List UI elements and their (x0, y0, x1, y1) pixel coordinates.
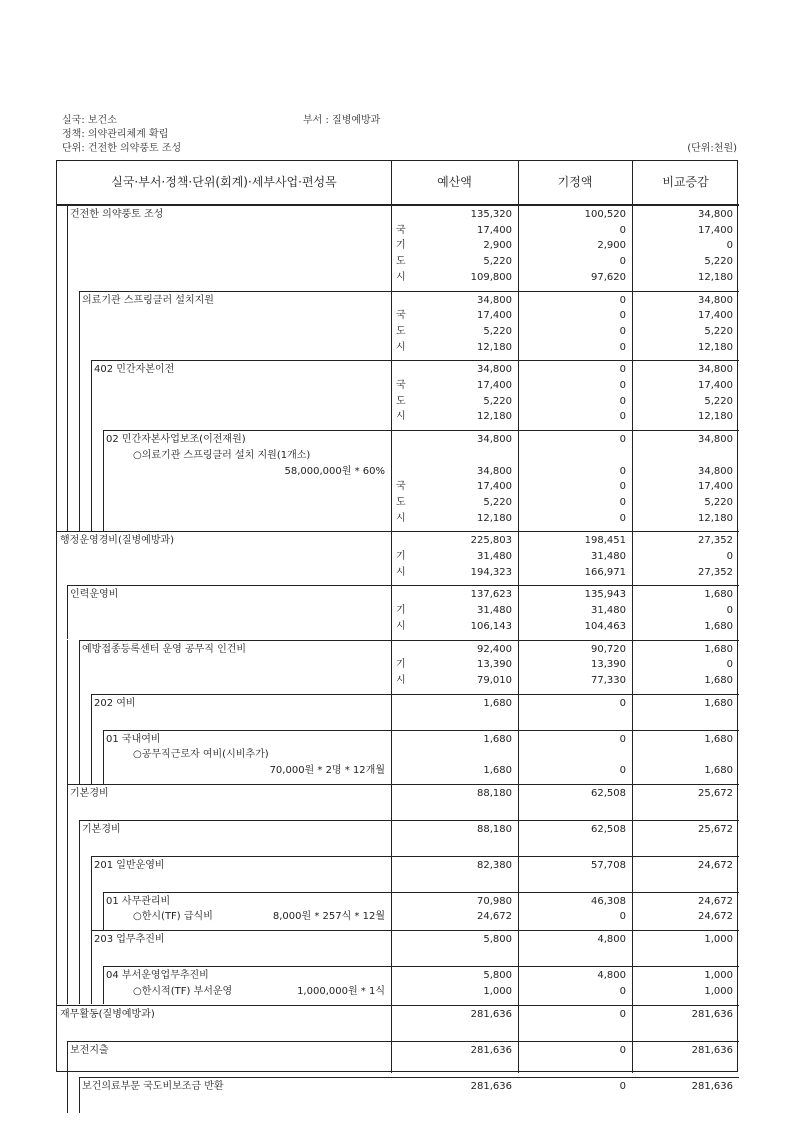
row-divider (67, 585, 739, 586)
indent-line (79, 966, 80, 1004)
header-office: 실국: 보건소 (62, 115, 117, 126)
prior-amount: 100,520 (584, 209, 626, 220)
row-divider (79, 291, 739, 292)
indent-line (79, 360, 80, 430)
prior-amount: 0 (619, 985, 626, 997)
calc-text: 70,000원 * 2명 * 12개월 (269, 765, 385, 776)
indent-line (67, 640, 68, 694)
section-label: 203 업무추진비 (94, 934, 165, 946)
section-label: 건전한 의약풍토 조성 (70, 209, 164, 220)
indent-line (91, 694, 92, 730)
indent-line (91, 360, 92, 430)
diff-amount: 0 (726, 551, 733, 562)
prior-amount: 4,800 (597, 970, 626, 982)
diff-amount: 1,680 (704, 674, 733, 686)
indent-line (91, 856, 92, 892)
indent-line (79, 430, 80, 531)
column-divider (632, 161, 633, 1073)
indent-line (79, 892, 80, 930)
indent-line (79, 856, 80, 892)
fund-source: 도 (396, 496, 406, 508)
fund-source: 도 (396, 256, 406, 268)
diff-amount: 5,220 (704, 256, 733, 268)
prior-amount: 198,451 (584, 535, 626, 547)
diff-amount: 24,672 (698, 911, 733, 923)
column-header: 기정액 (557, 175, 593, 189)
row-divider (91, 930, 739, 931)
row-divider (79, 640, 739, 641)
indent-line (91, 430, 92, 531)
column-divider (391, 161, 392, 1073)
diff-amount: 1,680 (704, 733, 733, 745)
budget-amount: 1,680 (483, 765, 512, 776)
fund-source: 도 (396, 325, 406, 337)
diff-amount: 5,220 (704, 496, 733, 508)
budget-amount: 106,143 (470, 620, 512, 632)
budget-amount: 135,320 (470, 209, 512, 220)
row-divider (79, 1077, 739, 1078)
detail-text: ○공무직근로자 여비(시비추가) (133, 749, 269, 761)
budget-amount: 12,180 (477, 341, 512, 353)
budget-amount: 17,400 (477, 310, 512, 322)
prior-amount: 90,720 (591, 643, 626, 655)
diff-amount: 25,672 (698, 787, 733, 799)
row-divider (103, 430, 739, 431)
indent-line (67, 205, 68, 291)
row-divider (91, 360, 739, 361)
prior-amount: 57,708 (591, 859, 626, 871)
diff-amount: 17,400 (698, 310, 733, 322)
prior-amount: 2,900 (597, 240, 626, 252)
prior-amount: 0 (619, 380, 626, 391)
prior-amount: 0 (619, 294, 626, 306)
budget-amount: 5,220 (483, 395, 512, 407)
prior-amount: 0 (619, 411, 626, 423)
section-label: 01 사무관리비 (106, 895, 171, 907)
row-divider (103, 730, 739, 731)
diff-amount: 1,000 (704, 934, 733, 946)
prior-amount: 0 (619, 465, 626, 477)
diff-amount: 1,000 (704, 985, 733, 997)
indent-line (91, 730, 92, 784)
prior-amount: 62,508 (591, 823, 626, 835)
diff-amount: 12,180 (698, 341, 733, 353)
section-label: 402 민간자본이전 (94, 364, 175, 376)
budget-amount: 70,980 (477, 895, 512, 907)
column-header: 비교증감 (662, 175, 709, 189)
diff-amount: 25,672 (698, 823, 733, 835)
indent-line (91, 966, 92, 1004)
diff-amount: 1,680 (704, 643, 733, 655)
diff-amount: 24,672 (698, 859, 733, 871)
indent-line (67, 291, 68, 361)
row-divider (79, 820, 739, 821)
fund-source: 국 (396, 224, 406, 236)
diff-amount: 24,672 (698, 895, 733, 907)
indent-line (67, 730, 68, 784)
indent-line (67, 892, 68, 930)
section-label: 202 여비 (94, 697, 136, 709)
prior-amount: 77,330 (591, 674, 626, 686)
indent-line (103, 430, 104, 531)
diff-amount: 34,800 (698, 465, 733, 477)
diff-amount: 5,220 (704, 325, 733, 337)
section-label: 기본경비 (70, 787, 109, 799)
prior-amount: 0 (619, 1044, 626, 1056)
prior-amount: 0 (619, 364, 626, 376)
row-divider (67, 1041, 739, 1042)
diff-amount: 12,180 (698, 271, 733, 283)
indent-line (67, 784, 68, 820)
indent-line (67, 1077, 68, 1113)
detail-text: ○의료기관 스프링클러 설치 지원(1개소) (133, 449, 311, 461)
calc-text: 1,000,000원 * 1식 (297, 985, 385, 997)
diff-amount: 12,180 (698, 411, 733, 423)
indent-line (91, 930, 92, 966)
budget-amount: 24,672 (477, 911, 512, 923)
row-divider (103, 892, 739, 893)
detail-text: ○한시(TF) 급식비 (133, 911, 213, 923)
fund-source: 기 (396, 240, 406, 252)
prior-amount: 0 (619, 765, 626, 776)
prior-amount: 0 (619, 224, 626, 236)
prior-amount: 4,800 (597, 934, 626, 946)
fund-source: 국 (396, 481, 406, 493)
indent-line (79, 820, 80, 856)
fund-source: 시 (396, 620, 406, 632)
indent-line (79, 291, 80, 361)
diff-amount: 17,400 (698, 380, 733, 391)
indent-line (103, 892, 104, 930)
indent-line (67, 694, 68, 730)
calc-text: 8,000원 * 257식 * 12월 (272, 911, 385, 923)
prior-amount: 0 (619, 1008, 626, 1020)
indent-line (67, 585, 68, 639)
prior-amount: 31,480 (591, 605, 626, 617)
indent-line (67, 430, 68, 531)
indent-line (79, 694, 80, 730)
column-header: 실국·부서·정책·단위(회계)·세부사업·편성목 (111, 175, 337, 189)
budget-amount: 82,380 (477, 859, 512, 871)
prior-amount: 0 (619, 733, 626, 745)
detail-text: ○한시적(TF) 부서운영 (133, 985, 233, 997)
budget-amount: 31,480 (477, 605, 512, 617)
budget-amount: 34,800 (477, 465, 512, 477)
prior-amount: 0 (619, 341, 626, 353)
section-label: 보건의료부문 국도비보조금 반환 (82, 1080, 224, 1092)
diff-amount: 34,800 (698, 209, 733, 220)
budget-amount: 17,400 (477, 224, 512, 236)
diff-amount: 1,680 (704, 620, 733, 632)
indent-line (67, 856, 68, 892)
prior-amount: 31,480 (591, 551, 626, 562)
row-divider (91, 856, 739, 857)
prior-amount: 46,308 (591, 895, 626, 907)
prior-amount: 0 (619, 697, 626, 709)
diff-amount: 0 (726, 605, 733, 617)
prior-amount: 97,620 (591, 271, 626, 283)
fund-source: 기 (396, 659, 406, 671)
section-label: 기본경비 (82, 823, 121, 835)
prior-amount: 0 (619, 481, 626, 493)
calc-text: 58,000,000원 * 60% (284, 465, 385, 477)
fund-source: 국 (396, 310, 406, 322)
fund-source: 시 (396, 341, 406, 353)
indent-line (91, 892, 92, 930)
section-label: 행정운영경비(질병예방과) (60, 535, 175, 547)
header-unit-program: 단위: 건전한 의약풍토 조성 (62, 143, 182, 154)
section-label: 보전지출 (70, 1044, 109, 1056)
diff-amount: 281,636 (691, 1008, 733, 1020)
prior-amount: 0 (619, 310, 626, 322)
diff-amount: 27,352 (698, 566, 733, 578)
diff-amount: 27,352 (698, 535, 733, 547)
prior-amount: 13,390 (591, 659, 626, 671)
fund-source: 시 (396, 411, 406, 423)
budget-amount: 92,400 (477, 643, 512, 655)
prior-amount: 135,943 (584, 589, 626, 601)
indent-line (79, 730, 80, 784)
column-header: 예산액 (437, 175, 472, 189)
diff-amount: 1,680 (704, 697, 733, 709)
budget-amount: 137,623 (470, 589, 512, 601)
diff-amount: 5,220 (704, 395, 733, 407)
budget-table (56, 160, 738, 1092)
header-unit-currency: (단위:천원) (687, 143, 737, 154)
prior-amount: 0 (619, 512, 626, 524)
diff-amount: 281,636 (691, 1080, 733, 1092)
diff-amount: 34,800 (698, 364, 733, 376)
prior-amount: 0 (619, 395, 626, 407)
prior-amount: 0 (619, 911, 626, 923)
fund-source: 시 (396, 674, 406, 686)
budget-amount: 34,800 (477, 434, 512, 446)
section-label: 의료기관 스프링클러 설치지원 (82, 294, 214, 306)
indent-line (67, 820, 68, 856)
section-label: 재무활동(질병예방과) (60, 1008, 155, 1020)
diff-amount: 17,400 (698, 224, 733, 236)
budget-amount: 2,900 (483, 240, 512, 252)
budget-amount: 17,400 (477, 380, 512, 391)
diff-amount: 0 (726, 659, 733, 671)
row-divider (57, 531, 739, 532)
budget-amount: 34,800 (477, 294, 512, 306)
diff-amount: 1,680 (704, 765, 733, 776)
prior-amount: 0 (619, 325, 626, 337)
fund-source: 기 (396, 551, 406, 562)
row-divider (91, 694, 739, 695)
budget-amount: 1,680 (483, 697, 512, 709)
diff-amount: 12,180 (698, 512, 733, 524)
budget-amount: 88,180 (477, 787, 512, 799)
budget-amount: 5,800 (483, 970, 512, 982)
budget-amount: 31,480 (477, 551, 512, 562)
budget-amount: 1,680 (483, 733, 512, 745)
diff-amount: 34,800 (698, 434, 733, 446)
diff-amount: 17,400 (698, 481, 733, 493)
indent-line (67, 1041, 68, 1077)
budget-amount: 281,636 (470, 1044, 512, 1056)
prior-amount: 0 (619, 434, 626, 446)
indent-line (67, 930, 68, 966)
header-divider (57, 204, 739, 206)
budget-amount: 17,400 (477, 481, 512, 493)
budget-amount: 281,636 (470, 1080, 512, 1092)
diff-amount: 0 (726, 240, 733, 252)
budget-amount: 5,220 (483, 325, 512, 337)
indent-line (67, 360, 68, 430)
prior-amount: 0 (619, 1080, 626, 1092)
budget-amount: 109,800 (470, 271, 512, 283)
section-label: 예방접종등록센터 운영 공무직 인건비 (82, 643, 247, 655)
budget-amount: 281,636 (470, 1008, 512, 1020)
section-label: 02 민간자본사업보조(이전재원) (106, 434, 246, 446)
section-label: 04 부서운영업무추진비 (106, 970, 209, 982)
indent-line (67, 966, 68, 1004)
budget-amount: 12,180 (477, 411, 512, 423)
column-divider (518, 161, 519, 1073)
budget-amount: 194,323 (470, 566, 512, 578)
header-department: 부서 : 질병예방과 (303, 115, 381, 126)
indent-line (103, 730, 104, 784)
row-divider (67, 784, 739, 785)
diff-amount: 1,000 (704, 970, 733, 982)
indent-line (103, 966, 104, 1004)
fund-source: 기 (396, 605, 406, 617)
diff-amount: 34,800 (698, 294, 733, 306)
budget-amount: 12,180 (477, 512, 512, 524)
budget-amount: 225,803 (470, 535, 512, 547)
budget-amount: 5,800 (483, 934, 512, 946)
section-label: 01 국내여비 (106, 733, 161, 745)
fund-source: 시 (396, 566, 406, 578)
fund-source: 도 (396, 395, 406, 407)
row-divider (57, 1005, 739, 1006)
budget-amount: 5,220 (483, 496, 512, 508)
row-divider (103, 966, 739, 967)
indent-line (79, 930, 80, 966)
prior-amount: 62,508 (591, 787, 626, 799)
budget-amount: 5,220 (483, 256, 512, 268)
indent-line (79, 640, 80, 694)
diff-amount: 281,636 (691, 1044, 733, 1056)
budget-amount: 1,000 (483, 985, 512, 997)
budget-amount: 34,800 (477, 364, 512, 376)
fund-source: 시 (396, 512, 406, 524)
diff-amount: 1,680 (704, 589, 733, 601)
budget-amount: 79,010 (477, 674, 512, 686)
budget-amount: 13,390 (477, 659, 512, 671)
fund-source: 시 (396, 271, 406, 283)
section-label: 인력운영비 (70, 589, 119, 601)
prior-amount: 0 (619, 496, 626, 508)
budget-amount: 88,180 (477, 823, 512, 835)
header-policy: 정책: 의약관리체계 확립 (62, 129, 169, 140)
indent-line (79, 1077, 80, 1113)
fund-source: 국 (396, 380, 406, 391)
prior-amount: 104,463 (584, 620, 626, 632)
prior-amount: 0 (619, 256, 626, 268)
section-label: 201 일반운영비 (94, 859, 165, 871)
prior-amount: 166,971 (584, 566, 626, 578)
